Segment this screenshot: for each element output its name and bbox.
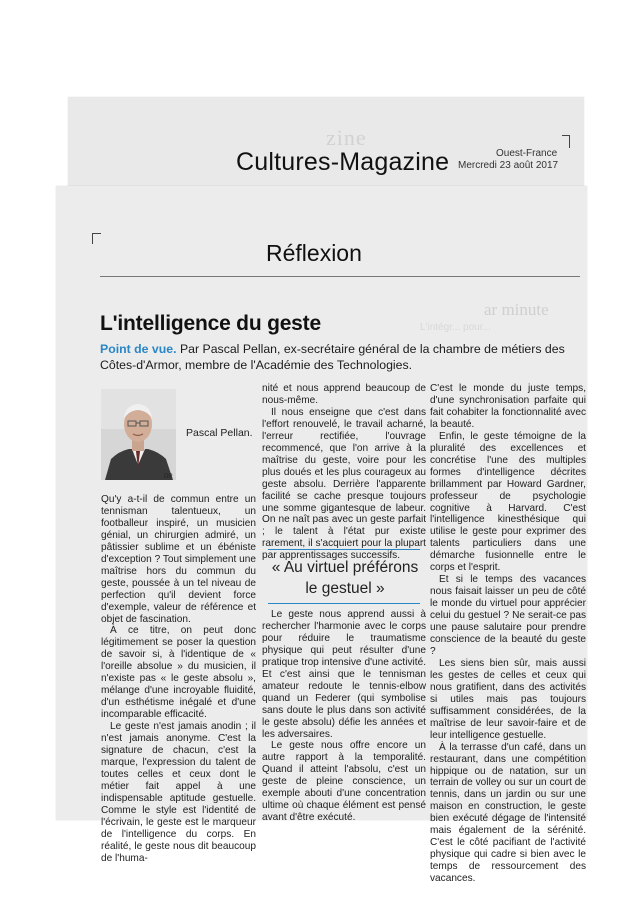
bleed-through-text: ar minute	[484, 300, 549, 319]
magazine-title: Cultures-Magazine	[236, 148, 450, 176]
paragraph: Il nous enseigne que c'est dans l'effort renouvelé, le travail acharné, l'erreur rectifiée, l'ouvrage recommencé, que l'on arrive à la maîtrise du geste, voire pour les plus doués et les plus courageux au geste absolu. Derrière l'apparente facilité se cache presque toujours une somme gigantesque de labeur. On ne naît pas avec un geste parfait ; le talent à l'état pur existe rarement, il s'acquiert pour la plupart par apprentissages successifs.	[262, 406, 426, 562]
paragraph: Le geste nous offre encore un autre rapport à la temporalité. Quand il atteint l'absolu, c'est un geste de pleine conscience, un exemple abouti d'une concentration ultime où chaque élément est pensé avant d'être exécuté.	[262, 740, 426, 824]
article-column-2-top	[262, 383, 426, 562]
article-column-1	[101, 494, 256, 865]
author-photo	[101, 389, 176, 480]
paragraph: Les siens bien sûr, mais aussi les gestes de celles et ceux qui nous gratifient, dans des activités si utiles mais pas toujours suffisamment considérées, de la maîtrise de leur savoir-faire et de leur intelligence gestuelle.	[430, 657, 586, 741]
paragraph: À ce titre, on peut donc légitimement se poser la question de savoir si, à l'identique de « l'oreille absolue » du musicien, il n'existe pas « le geste absolu », mélange d'une incroyable fluidité, d'un esthétisme inégalé et d'une incomparable efficacité.	[101, 625, 256, 721]
standfirst-text: Par Pascal Pellan, ex-secrétaire général de la chambre de métiers des Côtes-d'Armor, membre de l'Académie des Technologies.	[100, 342, 565, 372]
paragraph: À la terrasse d'un café, dans un restaurant, dans une compétition hippique ou de natation, sur un terrain de volley ou sur un court de tennis, dans un jardin ou sur une maison en construction, le geste bien exécuté dégage de l'intensité mais également de la sérénité. C'est le côté pacifiant de l'activité physique qui cadre si bien avec le temps de ressourcement des vacances.	[430, 741, 586, 885]
paragraph: Le geste nous apprend aussi à rechercher l'harmonie avec le corps pour réduire le traumatisme physique qui peut résulter d'une pratique trop intensive d'une activité. Et c'est ainsi que le tennisman amateur redoute le tennis-elbow quand un Federer (qui symbolise sans doute le plus dans son activité le geste absolu) défie les années et les adversaires.	[262, 609, 426, 740]
paragraph: Et si le temps des vacances nous faisait laisser un peu de côté le monde du virtuel pour apprécier celui du gestuel ? Ne serait-ce pas une pause salutaire pour prendre conscience de la beauté du geste ?	[430, 574, 586, 657]
photo-credit: DR	[164, 474, 173, 480]
crop-mark-top-left	[92, 233, 101, 244]
paragraph: C'est le monde du juste temps, d'une synchronisation parfaite qui fait cohabiter la fonctionnalité avec la beauté.	[430, 383, 586, 430]
paragraph: nité et nous apprend beaucoup de nous-même.	[262, 383, 426, 406]
quote-rule-bottom	[268, 603, 420, 604]
article-column-2-bottom	[262, 609, 426, 824]
photo-caption: Pascal Pellan.	[186, 427, 253, 439]
publication-date: Mercredi 23 août 2017	[458, 160, 559, 171]
newspaper-name: Ouest-France	[496, 148, 558, 159]
section-divider	[100, 276, 580, 277]
article-headline: L'intelligence du geste	[100, 312, 321, 335]
article-standfirst	[100, 342, 584, 373]
crop-mark-top-right	[562, 135, 570, 148]
bleed-through-text-small: L'intégr... pour...	[420, 322, 491, 333]
bleed-through-text: zine	[326, 125, 367, 150]
article-column-3	[430, 383, 586, 885]
paragraph: Le geste n'est jamais anodin ; il n'est jamais anonyme. C'est la signature de chacun, c'est la marque, l'expression du talent de toutes celles et ceux dont le métier fait appel à une indispensable aptitude gestuelle. Comme le style est l'identité de l'écrivain, le geste est le marqueur de l'intelligence du corps. En réalité, le geste nous dit beaucoup de l'huma-	[101, 721, 256, 864]
portrait-image	[101, 389, 176, 480]
section-title: Réflexion	[266, 240, 362, 266]
pull-quote: « Au virtuel préférons le gestuel »	[271, 559, 419, 597]
standfirst-kicker: Point de vue.	[100, 342, 177, 356]
paragraph: Qu'y a-t-il de commun entre un tennisman talentueux, un footballeur inspiré, un musicien génial, un chirurgien admiré, un pâtissier sublime et un ébéniste d'exception ? Tout simplement une maîtrise hors du commun du geste, poussée à un tel niveau de perfection qu'il devient force d'exemple, valeur de référence et objet de fascination.	[101, 494, 256, 625]
paragraph: Enfin, le geste témoigne de la pluralité des excellences et concrétise l'une des multiples formes d'intelligence décrites brillamment par Howard Gardner, professeur de psychologie cognitive à Harvard. C'est l'intelligence kinesthésique qui utilise le geste pour exprimer des talents particuliers dans une démarche fusionnelle entre le corps et l'esprit.	[430, 430, 586, 574]
quote-rule-top	[268, 549, 420, 550]
